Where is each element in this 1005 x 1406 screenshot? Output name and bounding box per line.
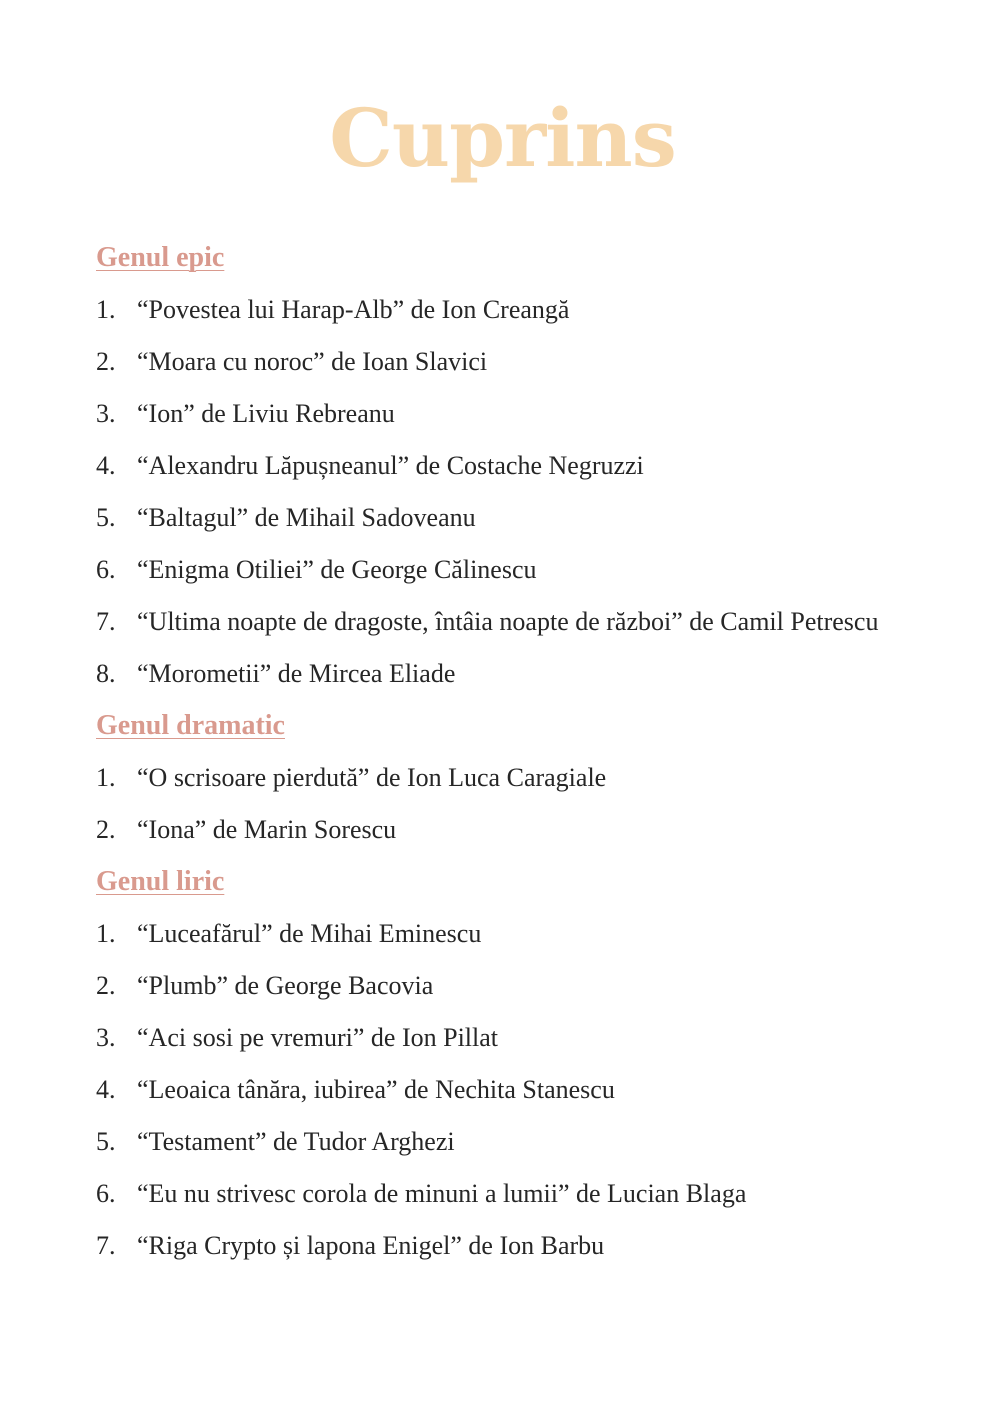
list-item[interactable] (96, 752, 916, 804)
entry-title: “Morometii” de Mircea Eliade (137, 659, 456, 688)
entry-title: “O scrisoare pierdută” de Ion Luca Caragiale (137, 763, 607, 792)
entry-number: 4. (96, 1075, 116, 1104)
list-item[interactable] (96, 596, 916, 648)
entry-title: “Eu nu strivesc corola de minuni a lumii” de Lucian Blaga (137, 1179, 747, 1208)
entry-number: 1. (96, 919, 116, 948)
entry-number: 3. (96, 1023, 116, 1052)
list-item[interactable] (96, 648, 916, 700)
section-genul-dramatic (96, 700, 916, 856)
entry-number: 4. (96, 451, 116, 480)
page-title: Cuprins (329, 91, 676, 185)
section-genul-liric (96, 856, 916, 1272)
entry-number: 1. (96, 763, 116, 792)
entry-title: “Baltagul” de Mihail Sadoveanu (137, 503, 476, 532)
entry-title: “Moara cu noroc” de Ioan Slavici (137, 347, 488, 376)
entry-number: 2. (96, 815, 116, 844)
entry-title: “Enigma Otiliei” de George Călinescu (137, 555, 537, 584)
entry-number: 1. (96, 295, 116, 324)
list-item[interactable] (96, 1168, 916, 1220)
section-heading[interactable]: Genul epic (96, 242, 225, 273)
entry-title: “Alexandru Lăpușneanul” de Costache Negruzzi (137, 451, 644, 480)
entry-title: “Riga Crypto și lapona Enigel” de Ion Barbu (137, 1231, 605, 1260)
section-heading[interactable]: Genul liric (96, 866, 225, 897)
entry-list (96, 284, 916, 700)
entry-number: 2. (96, 347, 116, 376)
list-item[interactable] (96, 1116, 916, 1168)
list-item[interactable] (96, 1012, 916, 1064)
list-item[interactable] (96, 440, 916, 492)
list-item[interactable] (96, 336, 916, 388)
entry-title: “Luceafărul” de Mihai Eminescu (137, 919, 482, 948)
list-item[interactable] (96, 388, 916, 440)
entry-title: “Aci sosi pe vremuri” de Ion Pillat (137, 1023, 499, 1052)
list-item[interactable] (96, 908, 916, 960)
entry-list (96, 908, 916, 1272)
entry-number: 6. (96, 555, 116, 584)
list-item[interactable] (96, 544, 916, 596)
entry-number: 5. (96, 1127, 116, 1156)
entry-number: 8. (96, 659, 116, 688)
entry-number: 7. (96, 1231, 116, 1260)
entry-number: 2. (96, 971, 116, 1000)
entry-title: “Povestea lui Harap-Alb” de Ion Creangă (137, 295, 570, 324)
entry-title: “Ion” de Liviu Rebreanu (137, 399, 395, 428)
entry-number: 7. (96, 607, 116, 636)
entry-number: 5. (96, 503, 116, 532)
list-item[interactable] (96, 1064, 916, 1116)
entry-list (96, 752, 916, 856)
entry-title: “Ultima noapte de dragoste, întâia noapte de război” de Camil Petrescu (137, 607, 879, 636)
entry-title: “Plumb” de George Bacovia (137, 971, 434, 1000)
list-item[interactable] (96, 804, 916, 856)
entry-title: “Testament” de Tudor Arghezi (137, 1127, 455, 1156)
entry-number: 6. (96, 1179, 116, 1208)
list-item[interactable] (96, 960, 916, 1012)
entry-title: “Iona” de Marin Sorescu (137, 815, 397, 844)
table-of-contents (96, 232, 916, 1272)
section-heading[interactable]: Genul dramatic (96, 710, 285, 741)
entry-title: “Leoaica tânăra, iubirea” de Nechita Stanescu (137, 1075, 615, 1104)
entry-number: 3. (96, 399, 116, 428)
section-genul-epic (96, 232, 916, 700)
list-item[interactable] (96, 1220, 916, 1272)
list-item[interactable] (96, 284, 916, 336)
list-item[interactable] (96, 492, 916, 544)
